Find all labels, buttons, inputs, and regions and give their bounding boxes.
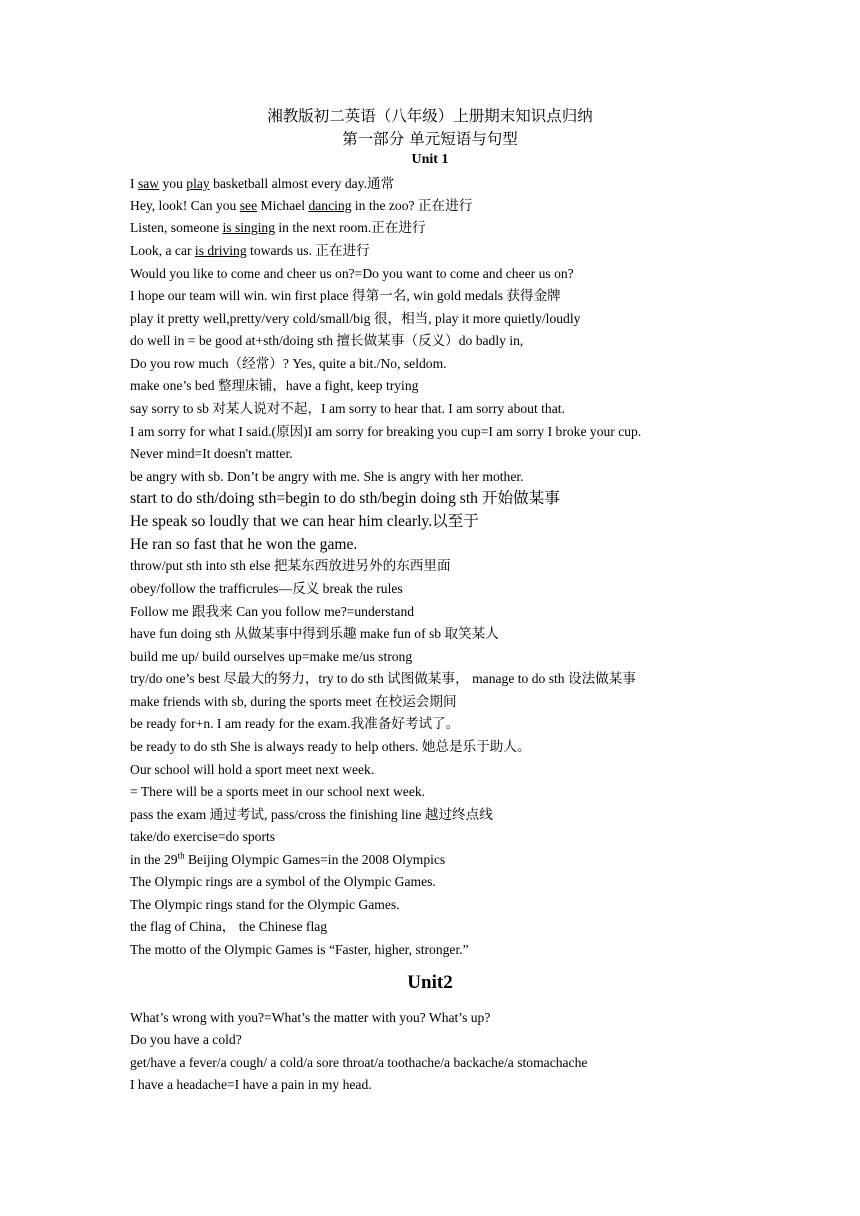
underlined-word: see (239, 198, 258, 213)
unit2-line-02: Do you have a cold? (130, 1032, 242, 1047)
unit1-line-02: Hey, look! Can you see Michael dancing in the zoo? 正在进行 (130, 198, 473, 213)
unit1-line-27: Our school will hold a sport meet next week. (130, 762, 375, 777)
unit1-line-19: obey/follow the trafficrules—反义 break the rules (130, 581, 403, 596)
unit1-line-24: make friends with sb, during the sports meet 在校运会期间 (130, 694, 457, 709)
unit1-line-17: He ran so fast that he won the game. (130, 536, 358, 553)
document-title: 湘教版初二英语（八年级）上册期末知识点归纳 (267, 107, 593, 125)
underlined-word: dancing (308, 198, 352, 213)
unit1-line-29: pass the exam 通过考试, pass/cross the finishing line 越过终点线 (130, 807, 493, 822)
unit1-line-04: Look, a car is driving towards us. 正在进行 (130, 243, 370, 258)
unit1-line-03: Listen, someone is singing in the next room.正在进行 (130, 220, 426, 235)
underlined-phrase: is driving (194, 243, 247, 258)
unit1-line-10: make one’s bed 整理床铺，have a fight, keep trying (130, 378, 419, 393)
unit1-line-09: Do you row much（经常）? Yes, quite a bit./No, seldom. (130, 356, 447, 371)
unit1-line-31: in the 29th Beijing Olympic Games=in the 2008 Olympics (130, 850, 446, 867)
underlined-phrase: is singing (222, 220, 275, 235)
unit1-line-32: The Olympic rings are a symbol of the Olympic Games. (130, 874, 436, 889)
unit1-line-07: play it pretty well,pretty/very cold/small/big 很，相当, play it more quietly/loudly (130, 311, 581, 326)
underlined-word: saw (137, 176, 160, 191)
unit1-line-28: = There will be a sports meet in our school next week. (130, 784, 426, 799)
unit2-line-01: What’s wrong with you?=What’s the matter with you? What’s up? (130, 1010, 491, 1025)
unit1-line-26: be ready to do sth She is always ready to help others. 她总是乐于助人。 (130, 739, 531, 754)
unit1-line-06: I hope our team will win. win first place 得第一名, win gold medals 获得金牌 (130, 288, 561, 303)
superscript: th (177, 850, 185, 861)
unit1-line-15: start to do sth/doing sth=begin to do sth/begin doing sth 开始做某事 (130, 490, 560, 507)
unit1-line-34: the flag of China， the Chinese flag (130, 919, 328, 934)
document-subtitle: 第一部分 单元短语与句型 (342, 130, 518, 148)
unit1-line-05: Would you like to come and cheer us on?=Do you want to come and cheer us on? (130, 266, 574, 281)
unit1-line-11: say sorry to sb 对某人说对不起，I am sorry to hear that. I am sorry about that. (130, 401, 565, 416)
unit1-heading: Unit 1 (411, 152, 449, 167)
unit2-line-04: I have a headache=I have a pain in my head. (130, 1077, 372, 1092)
unit1-line-23: try/do one’s best 尽最大的努力，try to do sth 试图做某事， manage to do sth 设法做某事 (130, 671, 636, 686)
unit1-line-01: I saw you play basketball almost every day.通常 (130, 176, 395, 191)
unit1-line-12: I am sorry for what I said.(原因)I am sorry for breaking you cup=I am sorry I broke your cup. (130, 424, 642, 439)
unit1-line-21: have fun doing sth 从做某事中得到乐趣 make fun of sb 取笑某人 (130, 626, 499, 641)
unit1-line-22: build me up/ build ourselves up=make me/us strong (130, 649, 413, 664)
unit1-line-08: do well in = be good at+sth/doing sth 擅长做某事（反义）do badly in, (130, 333, 524, 348)
unit1-line-33: The Olympic rings stand for the Olympic Games. (130, 897, 400, 912)
unit1-line-14: be angry with sb. Don’t be angry with me. She is angry with her mother. (130, 469, 524, 484)
unit1-line-30: take/do exercise=do sports (130, 829, 276, 844)
unit1-line-13: Never mind=It doesn't matter. (130, 446, 293, 461)
underlined-word: play (186, 176, 210, 191)
unit2-line-03: get/have a fever/a cough/ a cold/a sore throat/a toothache/a backache/a stomachache (130, 1055, 588, 1070)
unit1-line-20: Follow me 跟我来 Can you follow me?=understand (130, 604, 415, 619)
unit1-line-16: He speak so loudly that we can hear him clearly.以至于 (130, 513, 479, 530)
unit1-line-18: throw/put sth into sth else 把某东西放进另外的东西里面 (130, 558, 451, 573)
unit1-line-35: The motto of the Olympic Games is “Faster, higher, stronger.” (130, 942, 469, 957)
unit1-line-25: be ready for+n. I am ready for the exam.我准备好考试了。 (130, 716, 460, 731)
unit2-heading: Unit2 (407, 972, 453, 993)
